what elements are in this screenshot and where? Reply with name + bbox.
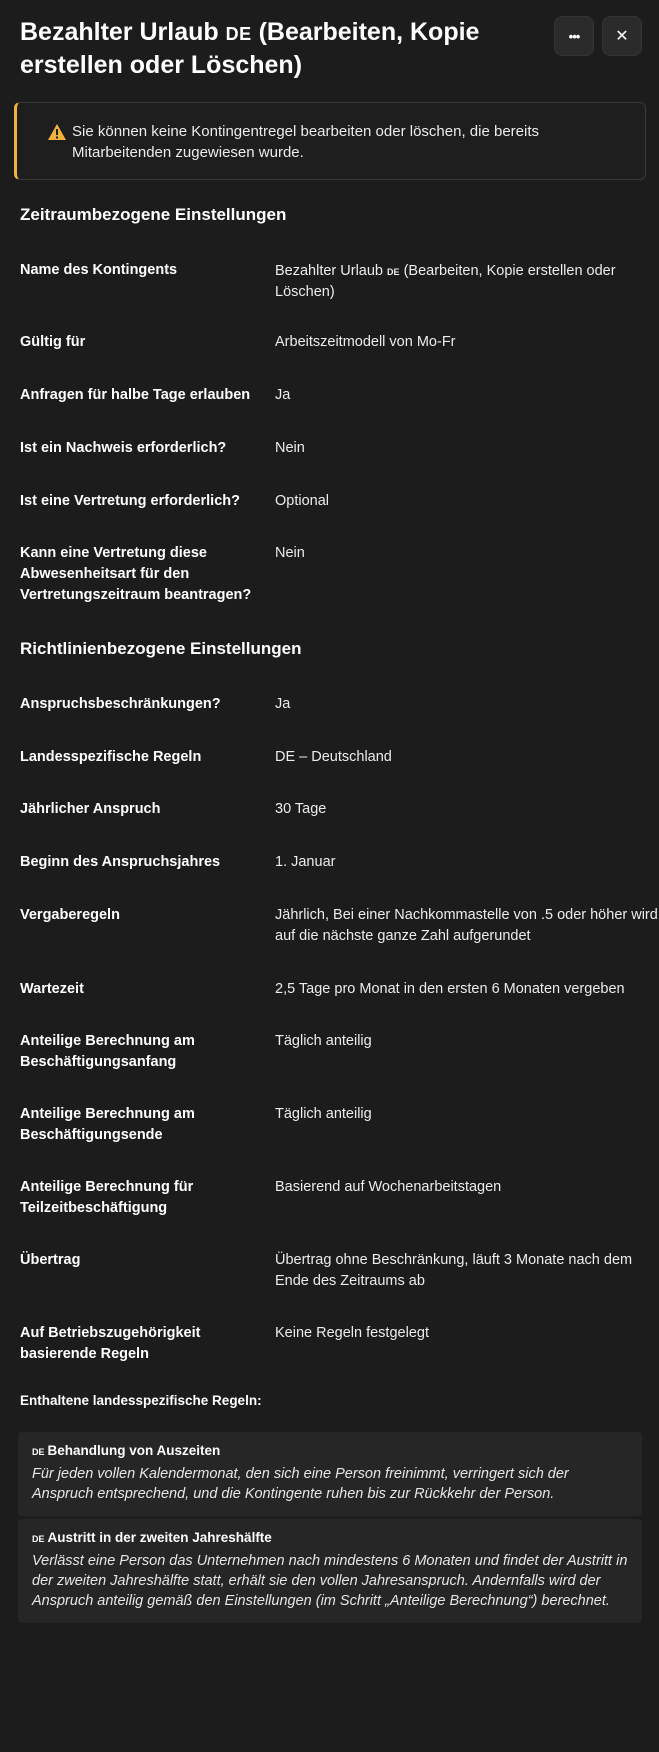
setting-label: Name des Kontingents xyxy=(20,262,178,278)
close-icon: ✕ xyxy=(615,28,629,45)
close-button[interactable] xyxy=(602,16,642,56)
setting-label: Gültig für xyxy=(20,334,86,350)
warning-triangle-icon xyxy=(47,123,67,141)
warning-banner xyxy=(14,102,646,180)
section-title-period-settings: Zeitraumbezogene Einstellungen xyxy=(20,205,287,224)
setting-value: 30 Tage xyxy=(275,801,327,817)
warning-text: Sie können keine Kontingentregel bearbeiten oder löschen, die bereits Mitarbeitenden zugewiesen wurde. xyxy=(72,123,539,161)
setting-value-text: Bezahlter Urlaub xyxy=(275,263,388,279)
setting-value: Übertrag ohne Beschränkung, läuft 3 Monate nach dem Ende des Zeitraums ab xyxy=(275,1252,633,1289)
country-rule-card xyxy=(18,1519,642,1623)
rule-description: Für jeden vollen Kalendermonat, den sich eine Person freinimmt, verringert sich der Anspruch entsprechend, und die Kontingente ruhen bis zur Rückkehr der Person. xyxy=(32,1466,569,1502)
included-rules-title: Enthaltene landesspezifische Regeln: xyxy=(20,1393,262,1408)
rule-title-text: Behandlung von Auszeiten xyxy=(47,1443,221,1458)
setting-value: Basierend auf Wochenarbeitstagen xyxy=(275,1179,502,1195)
setting-value: Nein xyxy=(275,440,305,456)
ellipsis-icon: ••• xyxy=(568,28,580,44)
rule-title xyxy=(32,1529,628,1547)
more-options-button[interactable] xyxy=(554,16,594,56)
setting-label: Anfragen für halbe Tage erlauben xyxy=(20,387,251,403)
setting-label: Anteilige Berechnung für Teilzeitbeschäftigung xyxy=(20,1179,194,1216)
setting-label: Anspruchsbeschränkungen? xyxy=(20,696,221,712)
country-tag: de xyxy=(32,1443,45,1458)
setting-value: Keine Regeln festgelegt xyxy=(275,1325,429,1341)
setting-label: Vergaberegeln xyxy=(20,907,120,923)
setting-label: Beginn des Anspruchsjahres xyxy=(20,854,221,870)
setting-value: Nein xyxy=(275,545,305,561)
setting-value-text-suffix: (Bearbeiten, Kopie erstellen oder Löschen) xyxy=(275,263,616,300)
setting-label: Jährlicher Anspruch xyxy=(20,801,161,817)
setting-value xyxy=(275,260,659,303)
section-title-policy-settings: Richtlinienbezogene Einstellungen xyxy=(20,639,302,658)
setting-value: Arbeitszeitmodell von Mo-Fr xyxy=(275,334,456,350)
setting-label: Kann eine Vertretung diese Abwesenheitsart für den Vertretungszeitraum beantragen? xyxy=(20,545,252,603)
setting-value: 1. Januar xyxy=(275,854,336,870)
page-title-text: Bezahlter Urlaub xyxy=(20,18,226,46)
setting-value: Täglich anteilig xyxy=(275,1033,372,1049)
setting-label: Wartezeit xyxy=(20,981,84,997)
country-tag: de xyxy=(387,263,400,278)
setting-value: Ja xyxy=(275,696,291,712)
setting-value: 2,5 Tage pro Monat in den ersten 6 Monaten vergeben xyxy=(275,981,625,997)
setting-value: DE – Deutschland xyxy=(275,749,392,765)
country-tag: de xyxy=(32,1530,45,1545)
rule-description: Verlässt eine Person das Unternehmen nach mindestens 6 Monaten und findet der Austritt in der zweiten Jahreshälfte statt, erhält sie den vollen Jahresanspruch. Andernfalls wird der Anspruch anteilig gemäß den Einstellungen (im Schritt „Anteilige Berechnung“) berechnet. xyxy=(32,1553,628,1609)
setting-label: Ist eine Vertretung erforderlich? xyxy=(20,493,240,509)
rule-title xyxy=(32,1442,628,1460)
setting-label: Übertrag xyxy=(20,1252,81,1268)
setting-label: Auf Betriebszugehörigkeit basierende Regeln xyxy=(20,1325,201,1362)
page-title-text-suffix: (Bearbeiten, Kopie erstellen oder Löschen) xyxy=(20,18,480,79)
page-header xyxy=(20,16,550,82)
country-tag: de xyxy=(225,18,252,46)
setting-label: Anteilige Berechnung am Beschäftigungsende xyxy=(20,1106,195,1143)
setting-label: Landesspezifische Regeln xyxy=(20,749,202,765)
country-rule-card xyxy=(18,1432,642,1516)
setting-label: Ist ein Nachweis erforderlich? xyxy=(20,440,227,456)
page-title xyxy=(20,16,550,82)
setting-value: Ja xyxy=(275,387,291,403)
setting-label: Anteilige Berechnung am Beschäftigungsanfang xyxy=(20,1033,195,1070)
rule-title-text: Austritt in der zweiten Jahreshälfte xyxy=(47,1530,272,1545)
setting-value: Jährlich, Bei einer Nachkommastelle von .5 oder höher wird auf die nächste ganze Zahl aufgerundet xyxy=(275,907,658,944)
setting-value: Täglich anteilig xyxy=(275,1106,372,1122)
setting-value: Optional xyxy=(275,493,330,509)
